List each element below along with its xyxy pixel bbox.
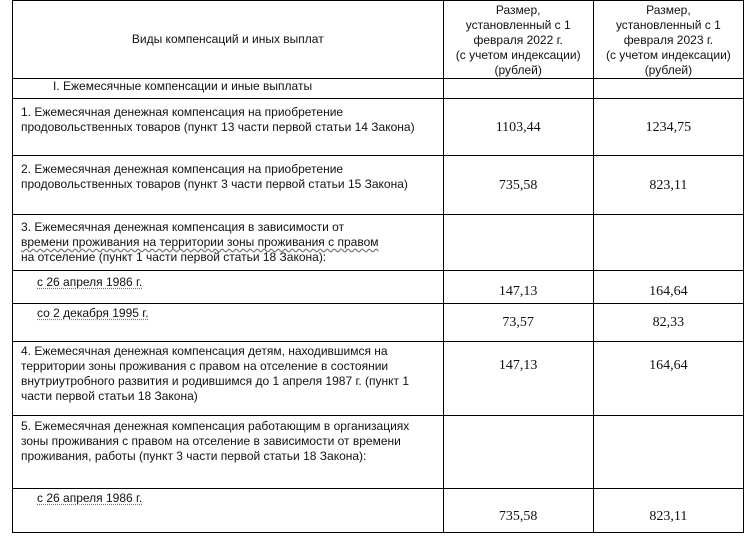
header-2023-line: (рублей) bbox=[644, 63, 693, 77]
header-col-types bbox=[13, 1, 444, 79]
header-2022-line: (с учетом индексации) bbox=[455, 48, 581, 62]
header-col-2022 bbox=[443, 1, 593, 79]
header-2023-line: Размер, bbox=[646, 3, 691, 17]
value-2023: 164,64 bbox=[593, 271, 743, 304]
header-2023-line: февраля 2023 г. bbox=[623, 33, 714, 47]
row-text-line: 3. Ежемесячная денежная компенсация в зависимости от bbox=[21, 220, 345, 234]
section-row bbox=[13, 79, 744, 99]
row-description bbox=[13, 271, 444, 304]
row-text-line: с 26 апреля 1986 г. bbox=[37, 491, 143, 505]
row-text-line: времени проживания на территории зоны проживания с правом bbox=[21, 235, 379, 249]
row-description bbox=[13, 489, 444, 533]
value-2022 bbox=[443, 215, 593, 271]
row-text-line: продовольственных товаров (пункт 3 части первой статьи 15 Закона) bbox=[21, 177, 408, 191]
row-text-line: 1. Ежемесячная денежная компенсация на приобретение bbox=[21, 105, 344, 119]
empty-cell bbox=[593, 79, 743, 99]
row-text-line: зоны проживания с правом на отселение в зависимости от времени bbox=[21, 434, 401, 448]
value-2022: 73,57 bbox=[443, 304, 593, 342]
row-text-line: продовольственных товаров (пункт 13 части первой статьи 14 Закона) bbox=[21, 120, 415, 134]
value-2023 bbox=[593, 416, 743, 489]
row-description bbox=[13, 99, 444, 156]
header-2023-line: (с учетом индексации) bbox=[605, 48, 731, 62]
row-text-line: внутриутробного развития и родившимся до 1 апреля 1987 г. (пункт 1 bbox=[21, 374, 410, 388]
table-row bbox=[13, 489, 744, 533]
table-row bbox=[13, 271, 744, 304]
header-col-types-label: Виды компенсаций и иных выплат bbox=[131, 32, 324, 46]
value-2023: 82,33 bbox=[593, 304, 743, 342]
section-title-text: I. Ежемесячные компенсации и иные выплаты bbox=[53, 79, 313, 93]
table-row bbox=[13, 304, 744, 342]
row-text-line: 4. Ежемесячная денежная компенсация детям, находившимся на bbox=[21, 344, 388, 358]
empty-cell bbox=[443, 79, 593, 99]
value-2022: 1103,44 bbox=[443, 99, 593, 156]
compensation-table bbox=[12, 0, 744, 533]
row-description bbox=[13, 304, 444, 342]
table-row bbox=[13, 416, 744, 489]
section-title bbox=[13, 79, 444, 99]
table-row bbox=[13, 215, 744, 271]
table-row bbox=[13, 342, 744, 416]
header-2023-line: установленный с 1 bbox=[615, 18, 721, 32]
row-text-line: проживания, работы (пункт 3 части первой статьи 18 Закона): bbox=[21, 449, 367, 463]
row-text-line: части первой статьи 18 Закона) bbox=[21, 389, 198, 403]
header-2022-line: установленный с 1 bbox=[465, 18, 571, 32]
row-description bbox=[13, 342, 444, 416]
value-2022 bbox=[443, 416, 593, 489]
header-2022-line: (рублей) bbox=[494, 63, 542, 77]
value-2022: 735,58 bbox=[443, 489, 593, 533]
value-2022: 147,13 bbox=[443, 342, 593, 416]
row-text-line: на отселение (пункт 1 части первой статьи 18 Закона): bbox=[21, 250, 327, 264]
row-text-line: со 2 декабря 1995 г. bbox=[37, 306, 149, 320]
value-2023 bbox=[593, 215, 743, 271]
table-row bbox=[13, 99, 744, 156]
header-2022-line: февраля 2022 г. bbox=[473, 33, 563, 47]
value-2023: 1234,75 bbox=[593, 99, 743, 156]
row-text-line: территории зоны проживания с правом на отселение в состоянии bbox=[21, 359, 389, 373]
row-text-line: 5. Ежемесячная денежная компенсация работающим в организациях bbox=[21, 419, 410, 433]
value-2023: 164,64 bbox=[593, 342, 743, 416]
row-description bbox=[13, 156, 444, 215]
header-row bbox=[13, 1, 744, 79]
row-text-line: с 26 апреля 1986 г. bbox=[37, 275, 143, 289]
value-2023: 823,11 bbox=[593, 489, 743, 533]
table-row bbox=[13, 156, 744, 215]
value-2022: 735,58 bbox=[443, 156, 593, 215]
value-2023: 823,11 bbox=[593, 156, 743, 215]
value-2022: 147,13 bbox=[443, 271, 593, 304]
row-description bbox=[13, 416, 444, 489]
header-col-2023 bbox=[593, 1, 743, 79]
row-text-line: 2. Ежемесячная денежная компенсация на приобретение bbox=[21, 162, 344, 176]
row-description bbox=[13, 215, 444, 271]
header-2022-line: Размер, bbox=[495, 3, 541, 17]
